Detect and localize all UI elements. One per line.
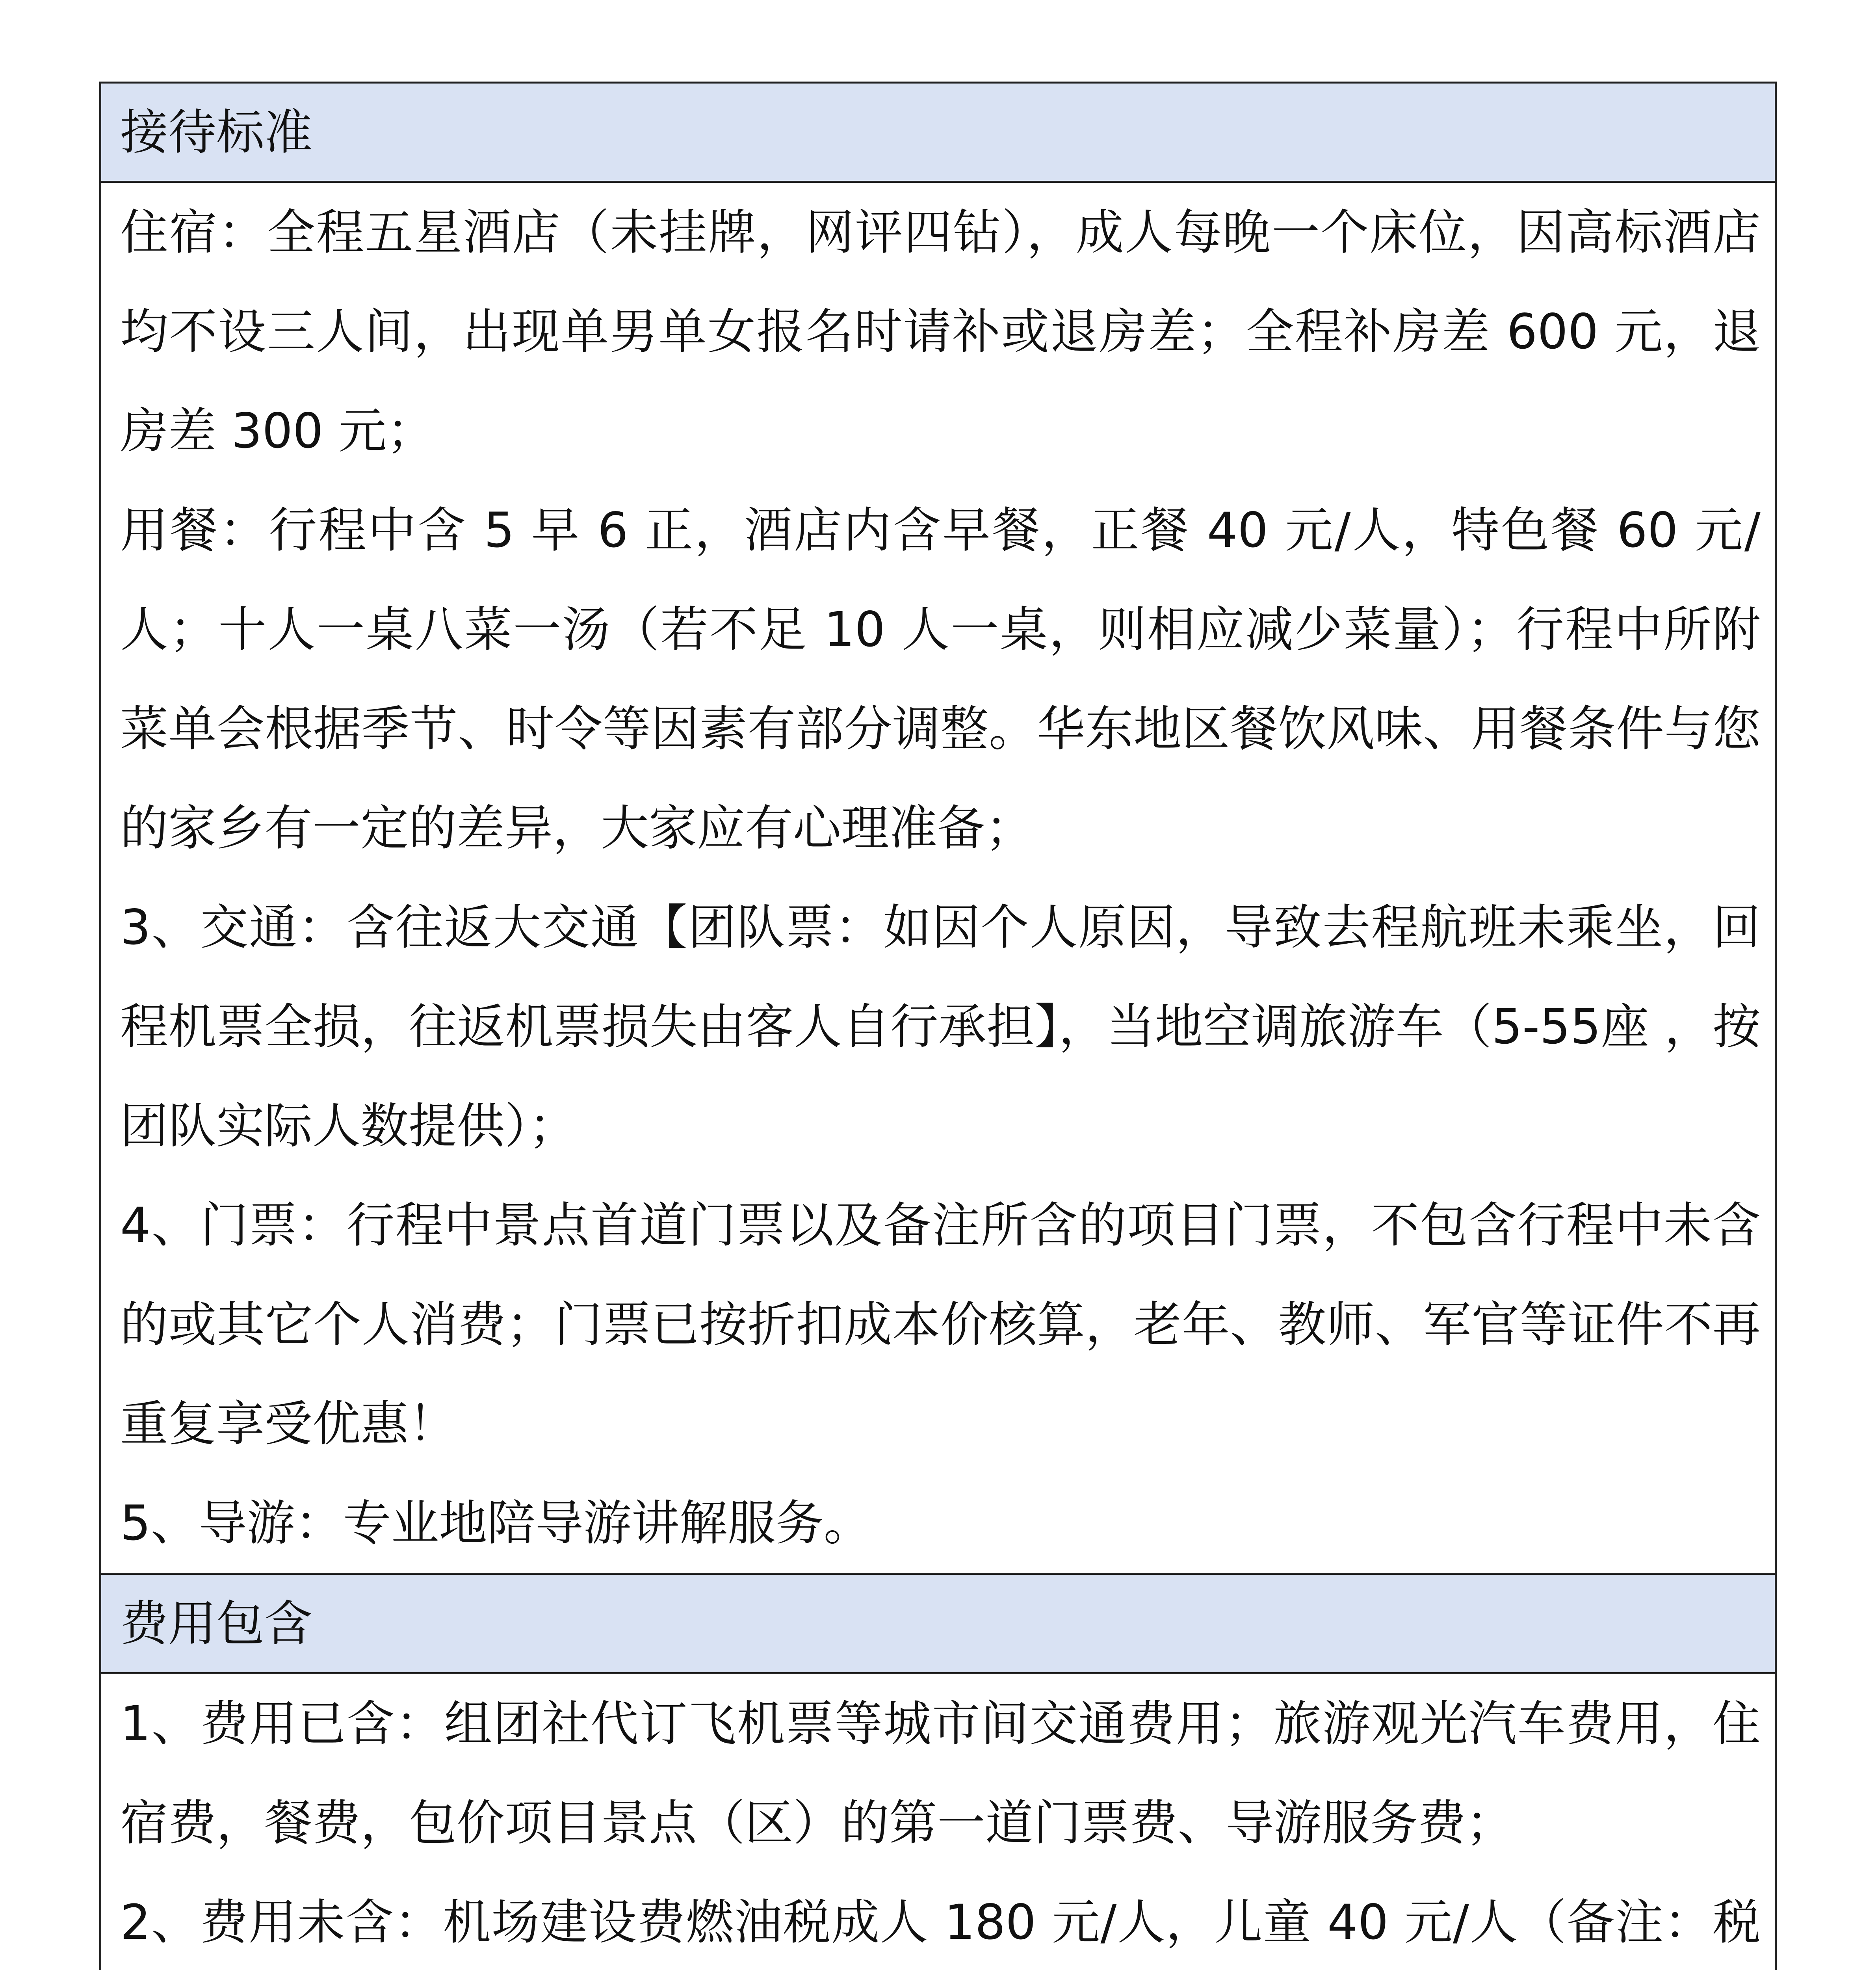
paragraph-fees-excluded: 2、费用未含：机场建设费燃油税成人 180 元/人，儿童 40 元/人（备注：税 bbox=[120, 1894, 1761, 1950]
paragraph-tickets: 4、门票：行程中景点首道门票以及备注所含的项目门票，不包含行程中未含的或其它个人消费；门票已按折扣成本价核算，老年、教师、军官等证件不再重复享受优惠！ bbox=[120, 1197, 1761, 1452]
paragraph-transport: 3、交通：含往返大交通【团队票：如因个人原因，导致去程航班未乘坐，回程机票全损，往返机票损失由客人自行承担】，当地空调旅游车（5-55座 ，按团队实际人数提供）； bbox=[120, 900, 1761, 1154]
paragraph-guide: 5、导游：专业地陪导游讲解服务。 bbox=[120, 1495, 872, 1551]
section-title: 接待标准 bbox=[120, 104, 312, 160]
paragraph-fees-included: 1、费用已含：组团社代订飞机票等城市间交通费用；旅游观光汽车费用，住宿费，餐费，包价项目景点（区）的第一道门票费、导游服务费； bbox=[120, 1696, 1761, 1851]
paragraph-meals: 用餐：行程中含 5 早 6 正，酒店内含早餐，正餐 40 元/人，特色餐 60 元/人；十人一桌八菜一汤（若不足 10 人一桌，则相应减少菜量）；行程中所附菜单会根据季节、时令等因素有部分调整。华东地区餐饮风味、用餐条件与您的家乡有一定的差异，大家应有心理准备； bbox=[120, 502, 1761, 856]
paragraph-accommodation: 住宿：全程五星酒店（未挂牌，网评四钻），成人每晚一个床位，因高标酒店均不设三人间，出现单男单女报名时请补或退房差；全程补房差 600 元，退房差 300 元； bbox=[120, 204, 1761, 459]
section-body-fees-included bbox=[101, 1674, 1775, 1970]
section-header-reception-standard bbox=[101, 84, 1775, 183]
section-body-reception-standard bbox=[101, 183, 1775, 1575]
section-header-fees-included bbox=[101, 1575, 1775, 1674]
itinerary-table bbox=[99, 82, 1777, 1970]
section-title: 费用包含 bbox=[120, 1595, 312, 1652]
